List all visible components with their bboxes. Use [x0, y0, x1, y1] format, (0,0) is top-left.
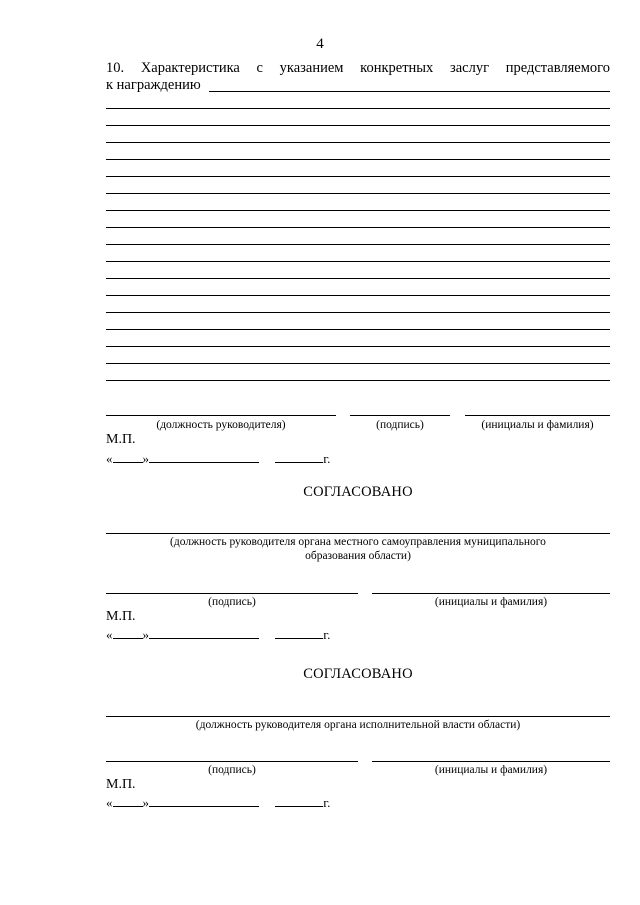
- regional-head-signature-caption: (подпись): [208, 764, 256, 776]
- date-close-quote: »: [142, 451, 149, 466]
- characteristic-line[interactable]: [106, 108, 610, 109]
- regional-head-name-caption: (инициалы и фамилия): [434, 764, 548, 776]
- characteristic-line[interactable]: [106, 329, 610, 330]
- characteristic-first-line-field[interactable]: [209, 91, 610, 92]
- municipal-head-position-field[interactable]: [106, 533, 610, 534]
- municipal-head-signature-caption: (подпись): [208, 596, 256, 608]
- year-field[interactable]: [275, 451, 323, 463]
- characteristic-line[interactable]: [106, 244, 610, 245]
- characteristic-line[interactable]: [106, 295, 610, 296]
- municipal-head-position-caption-line2: образования области): [305, 550, 411, 562]
- stamp-label: М.П.: [106, 432, 136, 447]
- day-field[interactable]: [113, 451, 143, 463]
- characteristic-line[interactable]: [106, 363, 610, 364]
- section-10-title-continuation: к награждению: [106, 77, 201, 93]
- characteristic-line[interactable]: [106, 380, 610, 381]
- characteristic-line[interactable]: [106, 312, 610, 313]
- month-field[interactable]: [149, 451, 259, 463]
- characteristic-line[interactable]: [106, 278, 610, 279]
- date-close-quote: »: [142, 795, 149, 810]
- regional-head-name-field[interactable]: [372, 761, 610, 762]
- day-field[interactable]: [113, 627, 143, 639]
- municipal-head-position-caption: [106, 535, 610, 563]
- regional-head-signature-field[interactable]: [106, 761, 358, 762]
- municipal-head-signature-field[interactable]: [106, 593, 358, 594]
- regional-head-position-caption: (должность руководителя органа исполнительной власти области): [195, 719, 521, 731]
- date-open-quote: «: [106, 627, 113, 642]
- characteristic-line[interactable]: [106, 159, 610, 160]
- year-suffix: г.: [323, 795, 331, 810]
- date-line: [106, 451, 330, 467]
- year-field[interactable]: [275, 795, 323, 807]
- manager-signature-field[interactable]: [350, 415, 450, 416]
- date-open-quote: «: [106, 451, 113, 466]
- municipal-head-name-field[interactable]: [372, 593, 610, 594]
- section-10-title: 10. Характеристика с указанием конкретных заслуг представляемого: [106, 60, 610, 76]
- page-number: 4: [316, 36, 324, 52]
- municipal-head-name-caption: (инициалы и фамилия): [434, 596, 548, 608]
- characteristic-line[interactable]: [106, 227, 610, 228]
- characteristic-line[interactable]: [106, 176, 610, 177]
- manager-name-caption: (инициалы и фамилия): [481, 419, 594, 431]
- manager-signature-caption: (подпись): [376, 419, 424, 431]
- year-suffix: г.: [323, 451, 331, 466]
- municipal-head-position-caption-line1: (должность руководителя органа местного самоуправления муниципального: [170, 536, 546, 548]
- year-suffix: г.: [323, 627, 331, 642]
- regional-head-position-field[interactable]: [106, 716, 610, 717]
- manager-position-caption: (должность руководителя): [156, 419, 286, 431]
- stamp-label: М.П.: [106, 609, 136, 624]
- characteristic-line[interactable]: [106, 210, 610, 211]
- date-close-quote: »: [142, 627, 149, 642]
- characteristic-line[interactable]: [106, 142, 610, 143]
- date-line: [106, 627, 330, 643]
- characteristic-line[interactable]: [106, 261, 610, 262]
- characteristic-line[interactable]: [106, 193, 610, 194]
- characteristic-line[interactable]: [106, 125, 610, 126]
- approval-heading: СОГЛАСОВАНО: [303, 484, 413, 500]
- day-field[interactable]: [113, 795, 143, 807]
- approval-heading: СОГЛАСОВАНО: [303, 666, 413, 682]
- date-open-quote: «: [106, 795, 113, 810]
- month-field[interactable]: [149, 795, 259, 807]
- stamp-label: М.П.: [106, 777, 136, 792]
- date-line: [106, 795, 330, 811]
- year-field[interactable]: [275, 627, 323, 639]
- characteristic-line[interactable]: [106, 346, 610, 347]
- manager-position-field[interactable]: [106, 415, 336, 416]
- manager-name-field[interactable]: [465, 415, 610, 416]
- month-field[interactable]: [149, 627, 259, 639]
